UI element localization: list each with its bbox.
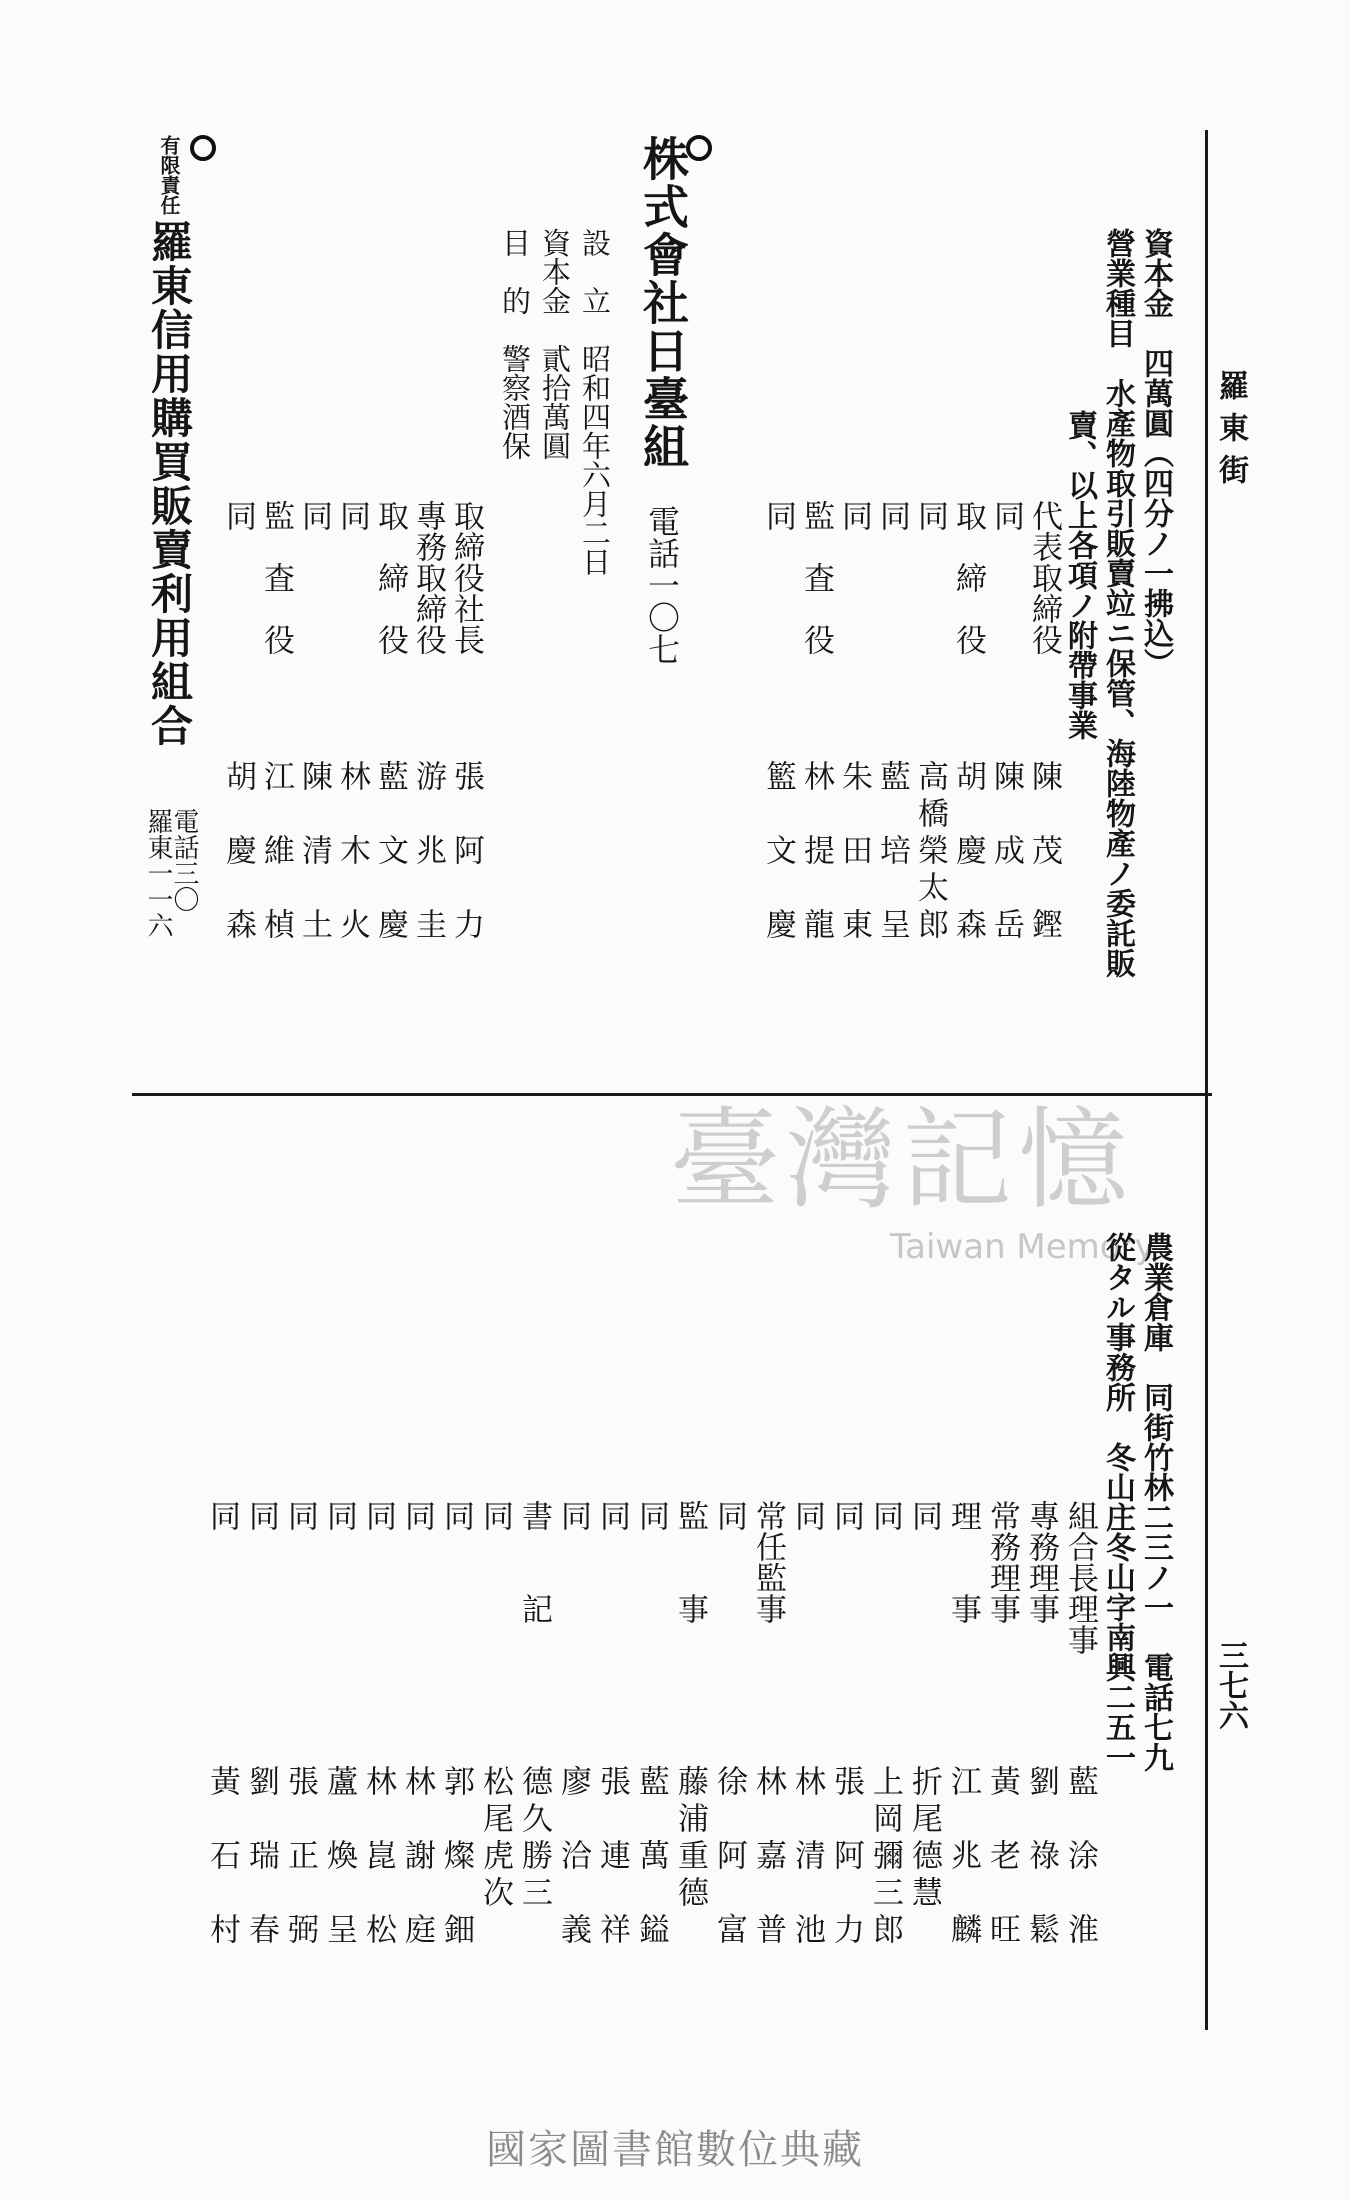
officer-name: 藤浦重德 [672, 1765, 708, 1913]
officer-name: 黃 石 村 [204, 1765, 240, 1950]
rakuto-title: 羅東信用購買販賣利用組合 [145, 220, 194, 749]
officer-name: 林 木 火 [334, 760, 370, 945]
officer-role: 書 記 [516, 1500, 552, 1624]
officer-name: 胡 慶 森 [950, 760, 986, 945]
officer-role: 同 [360, 1500, 396, 1531]
officer-name: 藍 涂 淮 [1062, 1765, 1098, 1950]
bullet-circle-icon [190, 135, 216, 161]
officer-role: 同 [988, 500, 1024, 531]
business-line-2: 賣、以上各項ノ附帶事業 [1062, 410, 1097, 740]
officer-role: 同 [912, 500, 948, 531]
officer-name: 松尾虎次 [477, 1765, 513, 1913]
officer-name: 劉 祿 鬆 [1023, 1765, 1059, 1950]
rakuto-phone: 電話三〇 [169, 808, 199, 912]
officer-name: 籃 文 慶 [760, 760, 796, 945]
officer-role: 監 査 役 [798, 500, 834, 655]
nichidai-title: 株式會社日臺組 [636, 135, 690, 471]
officer-name: 江 兆 麟 [945, 1765, 981, 1950]
nichidai-purpose: 目 的 警察酒保 [498, 228, 532, 460]
watermark-chinese: 臺灣記憶 [670, 1096, 1134, 1224]
officer-name: 江 維 楨 [258, 760, 294, 945]
officer-role: 常務理事 [984, 1500, 1020, 1624]
officer-name: 張 正 弼 [282, 1765, 318, 1950]
officer-name: 藍 文 慶 [372, 760, 408, 945]
officer-name: 朱 田 東 [836, 760, 872, 945]
rakuto-address: 羅東一一六 [143, 808, 173, 938]
officer-name: 林 提 龍 [798, 760, 834, 945]
officer-role: 同 [399, 1500, 435, 1531]
nichidai-established: 設 立 昭和四年六月二日 [578, 228, 612, 576]
officer-role: 同 [633, 1500, 669, 1531]
running-header: 羅東街 [1213, 370, 1248, 496]
officer-name: 廖 洽 義 [555, 1765, 591, 1950]
library-footer: 國家圖書館數位典藏 [486, 2127, 864, 2173]
officer-role: 取 締 役 [372, 500, 408, 655]
rakuto-contact [145, 808, 197, 938]
officer-name: 張 阿 力 [828, 1765, 864, 1950]
officer-name: 陳 清 土 [296, 760, 332, 945]
officer-role: 同 [243, 1500, 279, 1531]
prefix-top: 有限 [157, 135, 181, 175]
officer-role: 同 [334, 500, 370, 531]
officer-name: 林 嘉 普 [750, 1765, 786, 1950]
nichidai-capital: 資本金 貳拾萬圓 [538, 228, 572, 460]
officer-name: 藍 萬 鎰 [633, 1765, 669, 1950]
officer-role: 同 [760, 500, 796, 531]
rakuto-prefix [159, 135, 179, 215]
officer-name: 陳 成 岳 [988, 760, 1024, 945]
officer-name: 德久勝三 [516, 1765, 552, 1913]
officer-name: 張 阿 力 [448, 760, 484, 945]
officer-name: 林 清 池 [789, 1765, 825, 1950]
officer-role: 同 [828, 1500, 864, 1531]
office-line: 從タル事務所 冬山庄冬山字南興二五一 [1100, 1232, 1135, 1772]
officer-name: 游 兆 圭 [410, 760, 446, 945]
officer-name: 蘆 煥 呈 [321, 1765, 357, 1950]
officer-role: 專務取締役 [410, 500, 446, 655]
officer-role: 同 [438, 1500, 474, 1531]
officer-name: 林 崑 松 [360, 1765, 396, 1950]
officer-name: 張 連 祥 [594, 1765, 630, 1950]
warehouse-line: 農業倉庫 同街竹林二三ノ一 電話七九 [1138, 1232, 1173, 1772]
officer-role: 同 [789, 1500, 825, 1531]
margin-rule [1205, 130, 1208, 2030]
officer-role: 同 [555, 1500, 591, 1531]
officer-role: 取締役社長 [448, 500, 484, 655]
rakuto-title-block [145, 135, 216, 749]
officer-name: 高橋榮太郎 [912, 760, 948, 945]
officer-name: 徐 阿 富 [711, 1765, 747, 1950]
officer-name: 折尾德慧 [906, 1765, 942, 1913]
watermark-english: Taiwan Memory [890, 1227, 1155, 1267]
officer-role: 同 [321, 1500, 357, 1531]
officer-name: 陳 茂 鏗 [1026, 760, 1062, 945]
officer-role: 同 [906, 1500, 942, 1531]
officer-role: 監 事 [672, 1500, 708, 1624]
officer-name: 黃 老 旺 [984, 1765, 1020, 1950]
officer-role: 監 査 役 [258, 500, 294, 655]
nichidai-title-block [636, 135, 712, 471]
officer-role: 同 [867, 1500, 903, 1531]
business-line-1: 營業種目 水產物取引販賣竝ニ保管、海陸物產ノ委託販 [1100, 228, 1135, 978]
officer-role: 同 [282, 1500, 318, 1531]
page-number: 三七六 [1213, 1640, 1248, 1730]
officer-role: 取 締 役 [950, 500, 986, 655]
prefix-bottom: 責任 [157, 175, 181, 215]
nichidai-phone: 電話一〇七 [643, 505, 681, 665]
officer-role: 同 [477, 1500, 513, 1531]
capital-line: 資本金 四萬圓（四分ノ一拂込） [1138, 228, 1173, 678]
officer-role: 組合長理事 [1062, 1500, 1098, 1655]
officer-name: 郭 燦 鈿 [438, 1765, 474, 1950]
officer-name: 胡 慶 森 [220, 760, 256, 945]
officer-role: 同 [204, 1500, 240, 1531]
officer-name: 上岡彌三郎 [867, 1765, 903, 1950]
officer-role: 同 [836, 500, 872, 531]
officer-role: 同 [594, 1500, 630, 1531]
officer-role: 理 事 [945, 1500, 981, 1624]
officer-name: 林 謝 庭 [399, 1765, 435, 1950]
officer-role: 同 [220, 500, 256, 531]
officer-role: 專務理事 [1023, 1500, 1059, 1624]
officer-role: 代表取締役 [1026, 500, 1062, 655]
officer-role: 同 [296, 500, 332, 531]
officer-role: 同 [711, 1500, 747, 1531]
officer-name: 劉 瑞 春 [243, 1765, 279, 1950]
taiwan-memory-watermark [670, 1096, 1155, 1275]
officer-name: 藍 培 呈 [874, 760, 910, 945]
officer-role: 同 [874, 500, 910, 531]
officer-role: 常任監事 [750, 1500, 786, 1624]
